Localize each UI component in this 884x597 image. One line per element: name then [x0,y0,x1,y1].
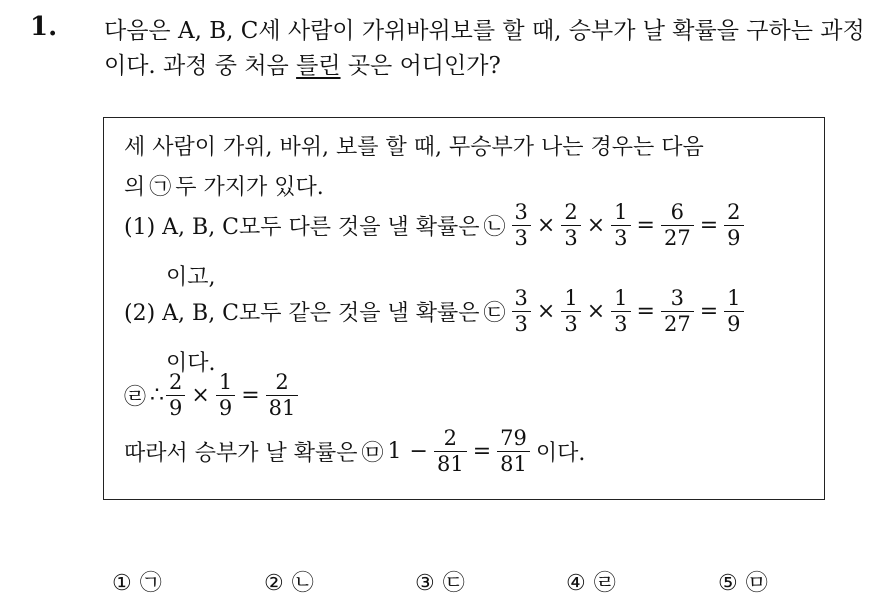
box-line-2-pre: 의 [124,175,146,200]
numerator: 2 [564,200,578,224]
mark-b-icon: ㉡ [483,215,506,240]
box-line-1: 세 사람이 가위, 바위, 보를 할 때, 무승부가 나는 경우는 다음 [124,135,704,160]
option-4[interactable] [566,566,624,597]
box-line-2-post: 두 가지가 있다. [175,175,324,200]
numerator: 3 [514,200,528,224]
step-5-line [124,426,585,477]
numerator: 2 [275,370,289,394]
equals-sign: = [636,299,655,324]
option-number: ④ [566,571,586,596]
fraction [724,286,743,337]
case-2-continuation: 이다. [166,351,216,376]
fraction [561,286,580,337]
denominator: 9 [216,395,235,421]
denominator: 3 [512,311,531,337]
denominator: 81 [434,451,467,477]
denominator: 9 [724,311,743,337]
numerator: 3 [514,286,528,310]
case-2-line [124,286,746,337]
option-number: ③ [415,571,435,596]
option-mark: ㉢ [442,571,465,596]
fraction [166,370,185,421]
underlined-word: 틀린 [296,53,341,79]
numerator: 1 [564,286,578,310]
numerator: 1 [614,286,628,310]
times-sign: × [586,213,606,238]
denominator: 81 [497,451,530,477]
question-number: 1. [30,12,58,42]
equals-sign: = [241,383,260,408]
option-mark: ㉡ [291,571,314,596]
option-mark: ㉣ [593,571,616,596]
number-one: 1 [387,439,402,464]
equals-sign: = [699,213,719,238]
option-number: ① [112,571,132,596]
box-line-2 [124,170,324,201]
numerator: 3 [670,286,685,310]
mark-c-icon: ㉢ [483,301,506,326]
therefore-sign: ∴ [150,383,165,408]
option-3[interactable] [415,566,473,597]
fraction [216,370,235,421]
solution-box [103,117,825,500]
fraction [434,426,467,477]
equals-sign: = [636,213,655,238]
fraction [561,200,580,251]
fraction [611,286,630,337]
denominator: 9 [166,395,185,421]
times-sign: × [536,213,556,238]
numerator: 1 [218,370,233,394]
numerator: 2 [169,370,183,394]
numerator: 79 [500,426,527,450]
step-5-prefix: 따라서 승부가 날 확률은 [124,441,358,466]
numerator: 2 [727,200,741,224]
case-2-prefix: (2) A, B, C모두 같은 것을 낼 확률은 [124,301,480,326]
times-sign: × [191,383,210,408]
equals-sign: = [699,299,719,324]
mark-d-icon: ㉣ [124,385,147,410]
numerator: 2 [443,426,458,450]
times-sign: × [586,299,606,324]
fraction [661,200,694,251]
denominator: 27 [661,311,694,337]
option-number: ⑤ [718,571,738,596]
fraction [266,370,299,421]
denominator: 27 [661,225,694,251]
case-1-continuation: 이고, [166,265,216,290]
case-1-prefix: (1) A, B, C모두 다른 것을 낼 확률은 [124,215,480,240]
fraction [497,426,530,477]
option-mark: ㉤ [745,571,768,596]
denominator: 3 [611,311,630,337]
denominator: 3 [512,225,531,251]
step-4-line [124,370,300,421]
option-number: ② [264,571,284,596]
case-1-line [124,200,746,251]
option-1[interactable] [112,566,170,597]
denominator: 3 [561,311,580,337]
denominator: 9 [724,225,743,251]
fraction [611,200,630,251]
step-5-suffix: 이다. [535,441,586,466]
option-2[interactable] [264,566,322,597]
mark-a-icon: ㉠ [149,175,172,200]
numerator: 1 [614,200,628,224]
denominator: 3 [611,225,630,251]
numerator: 6 [670,200,685,224]
mark-e-icon: ㉤ [361,441,384,466]
fraction [661,286,694,337]
minus-sign: − [409,439,428,464]
denominator: 81 [266,395,299,421]
fraction [512,286,531,337]
option-mark: ㉠ [139,571,162,596]
question-text-part1: 다음은 A, B, C세 사람이 가위바위보를 할 때, 승부가 날 확률을 구하는 과정이다. 과정 중 처음 [104,18,865,79]
question-text [104,14,874,84]
fraction [512,200,531,251]
denominator: 3 [561,225,580,251]
equals-sign: = [472,439,492,464]
option-5[interactable] [718,566,776,597]
times-sign: × [536,299,556,324]
fraction [724,200,743,251]
question-text-part2: 곳은 어디인가? [340,53,501,79]
numerator: 1 [727,286,741,310]
